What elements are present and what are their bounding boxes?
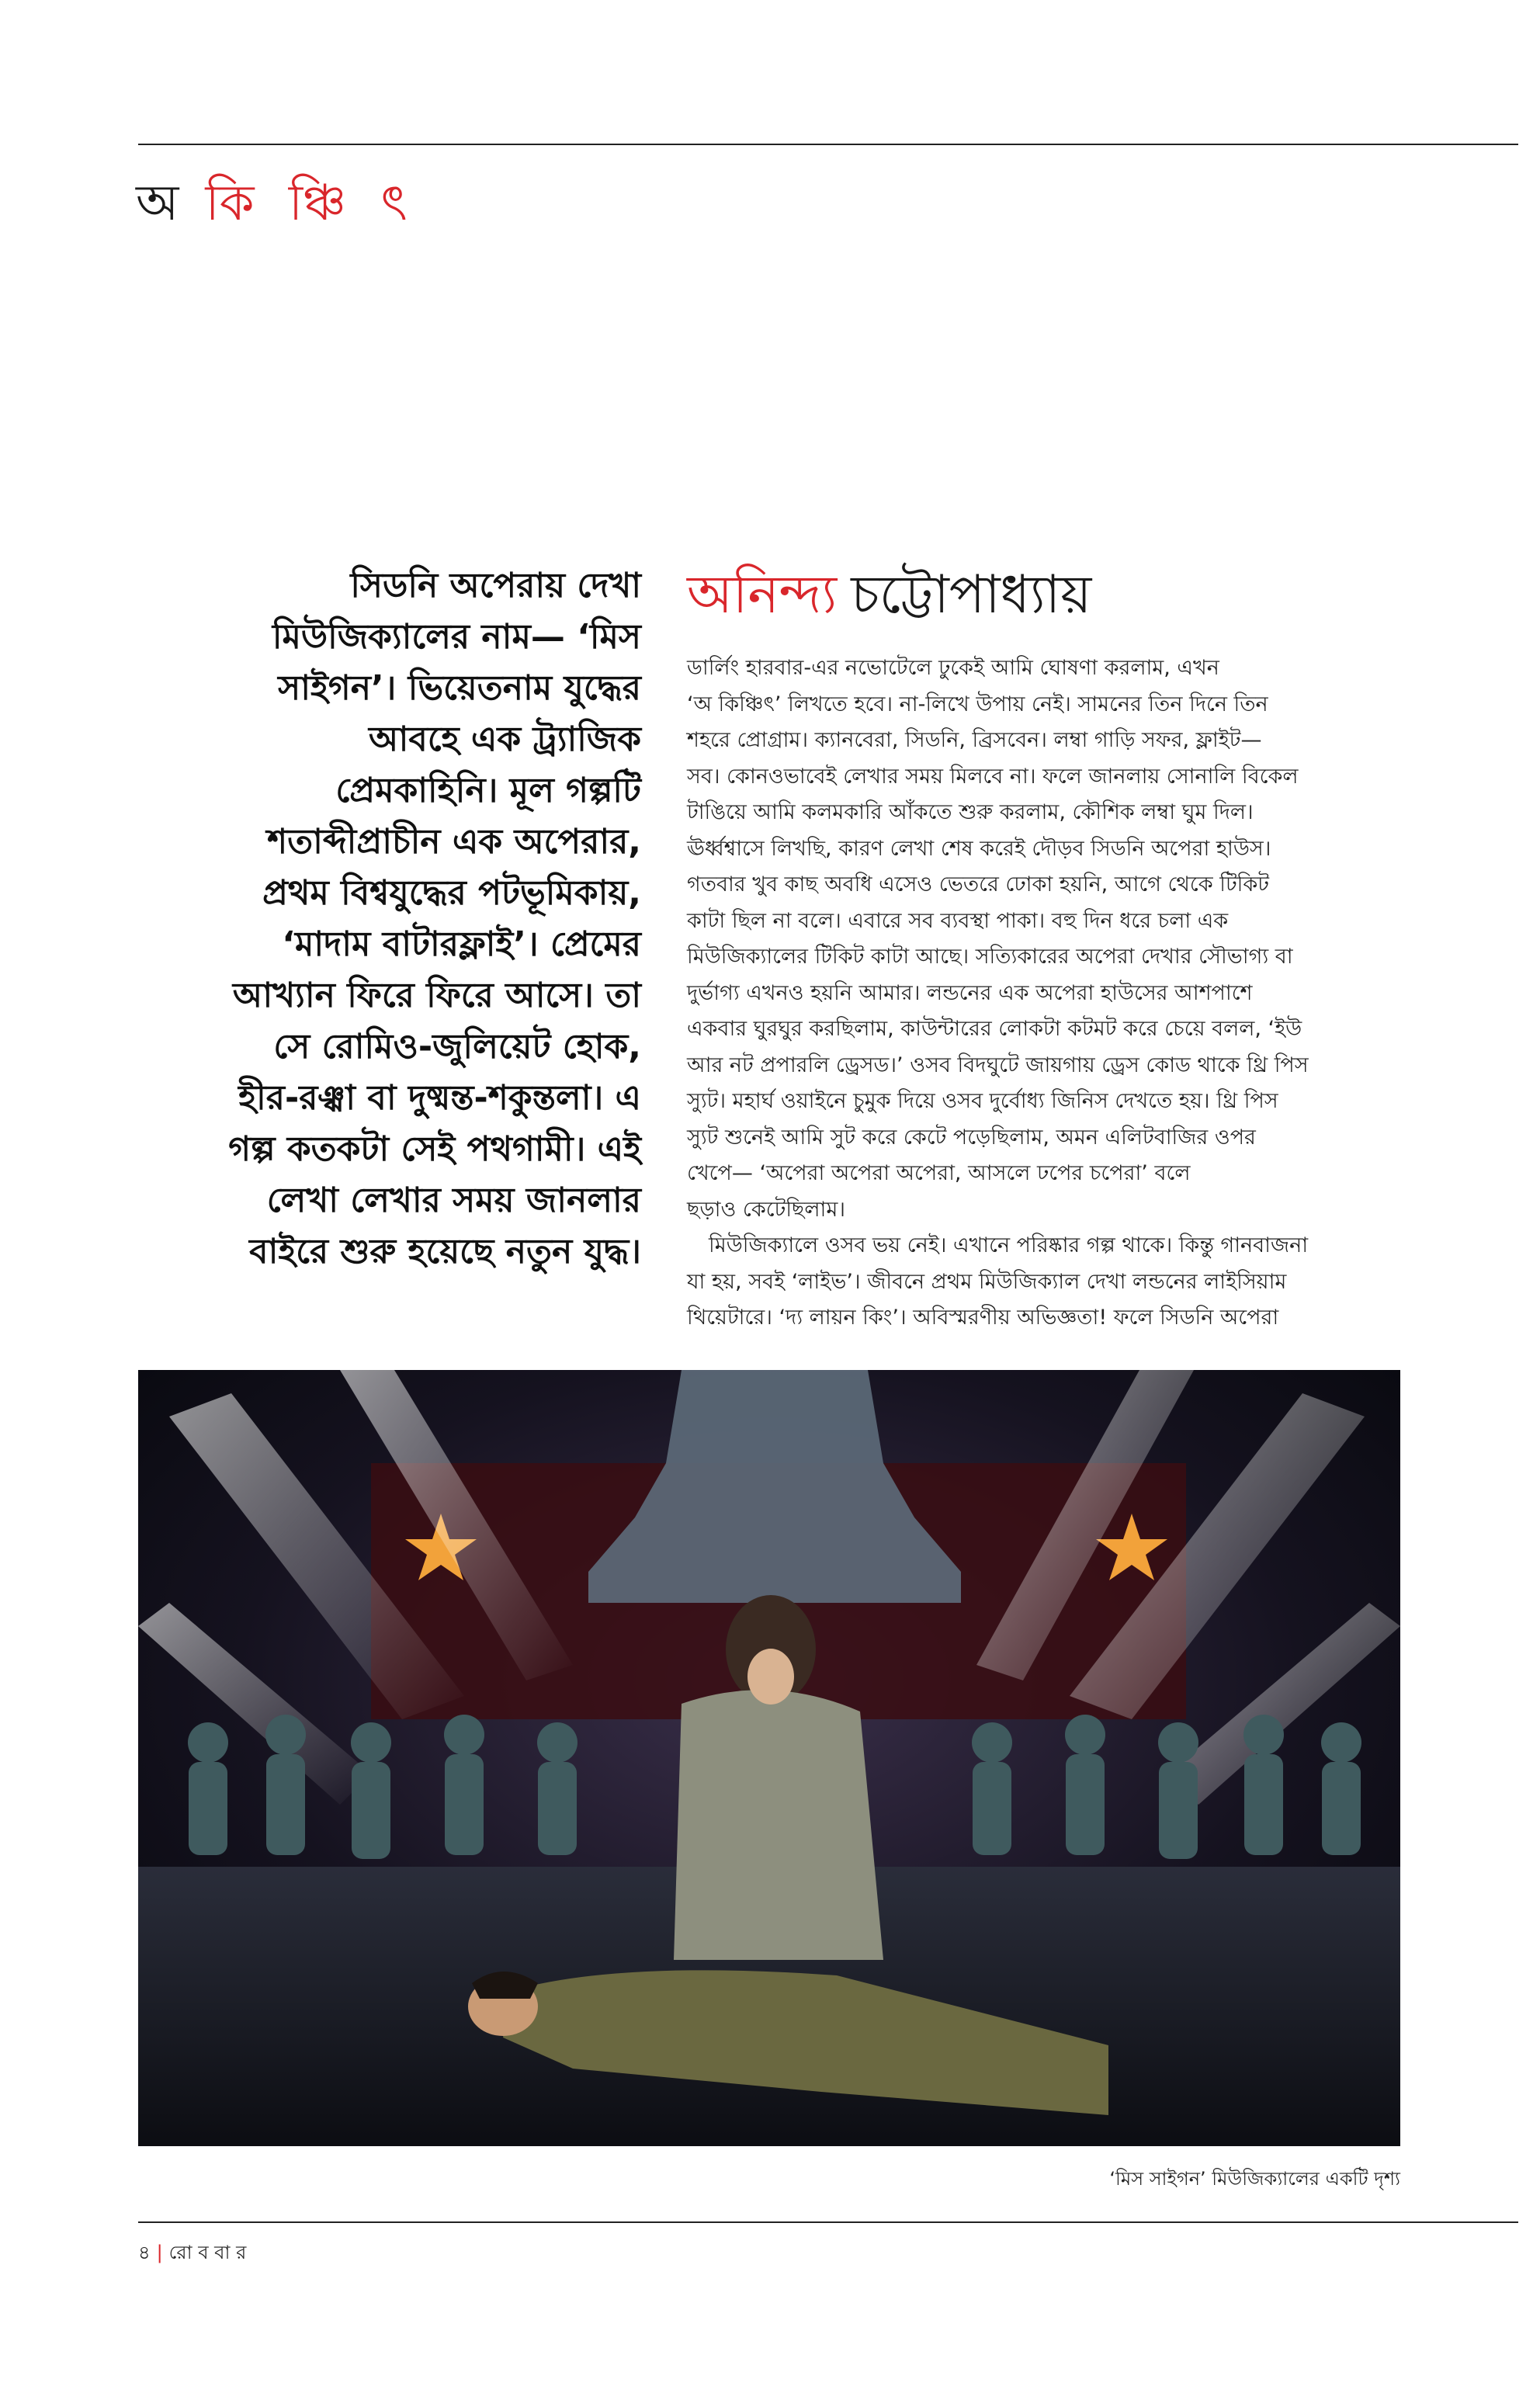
pull-quote-line: লেখা লেখার সময় জানলার bbox=[266, 1181, 641, 1220]
pull-quote-line: সিডনি অপেরায় দেখা bbox=[350, 566, 641, 605]
page-number: ৪ bbox=[138, 2242, 151, 2263]
author-first-name: অনিন্দ্য bbox=[687, 564, 838, 626]
body-line: ঊর্ধ্বশ্বাসে লিখছি, কারণ লেখা শেষ করেই দৌড়ব সিডনি অপেরা হাউস। bbox=[687, 836, 1271, 861]
column-title-first: অ bbox=[136, 175, 179, 232]
pull-quote-line: সে রোমিও-জুলিয়েট হোক, bbox=[273, 1027, 641, 1066]
pull-quote-line: ‘মাদাম বাটারফ্লাই’। প্রেমের bbox=[282, 924, 641, 964]
body-line: স্যুট শুনেই আমি সুট করে কেটে পড়েছিলাম, অমন এলিটবাজির ওপর bbox=[687, 1125, 1256, 1150]
body-line: সব। কোনওভাবেই লেখার সময় মিলবে না। ফলে জানলায় সোনালি বিকেল bbox=[687, 764, 1299, 789]
body-line: দুর্ভাগ্য এখনও হয়নি আমার। লন্ডনের এক অপেরা হাউসের আশপাশে bbox=[687, 980, 1253, 1005]
body-line: খেপে— ‘অপেরা অপেরা অপেরা, আসলে ঢপের চপেরা’ বলে bbox=[687, 1161, 1191, 1185]
body-line: ডার্লিং হারবার-এর নভোটেলে ঢুকেই আমি ঘোষণা করলাম, এখন bbox=[687, 656, 1219, 680]
body-line: স্যুট। মহার্ঘ ওয়াইনে চুমুক দিয়ে ওসব দুর্বোধ্য জিনিস দেখতে হয়। থ্রি পিস bbox=[687, 1089, 1278, 1113]
body-line: থিয়েটারে। ‘দ্য লায়ন কিং’। অবিস্মরণীয় অভিজ্ঞতা! ফলে সিডনি অপেরা bbox=[687, 1306, 1279, 1330]
pull-quote-line: শতাব্দীপ্রাচীন এক অপেরার, bbox=[267, 822, 641, 862]
body-line: আর নট প্রপারলি ড্রেসড।’ ওসব বিদঘুটে জায়গায় ড্রেস কোড থাকে থ্রি পিস bbox=[687, 1053, 1309, 1077]
stage-photo-illustration bbox=[138, 1370, 1400, 2146]
pull-quote-line: মিউজিক্যালের নাম— ‘মিস bbox=[272, 617, 641, 657]
stage-photo bbox=[138, 1370, 1400, 2146]
body-line: টাঙিয়ে আমি কলমকারি আঁকতে শুরু করলাম, কৌশিক লম্বা ঘুম দিল। bbox=[687, 800, 1254, 824]
pull-quote bbox=[155, 560, 641, 1278]
pull-quote-line: হীর-রঞ্ঝা বা দুষ্মন্ত-শকুন্তলা। এ bbox=[238, 1078, 641, 1118]
article-body bbox=[687, 650, 1463, 1337]
pull-quote-line: প্রেমকাহিনি। মূল গল্পটি bbox=[335, 771, 641, 810]
body-line: ছড়াও কেটেছিলাম। bbox=[687, 1197, 846, 1222]
body-line: কাটা ছিল না বলে। এবারে সব ব্যবস্থা পাকা। বহু দিন ধরে চলা এক bbox=[687, 908, 1229, 933]
column-title bbox=[136, 172, 417, 234]
pull-quote-line: বাইরে শুরু হয়েছে নতুন যুদ্ধ। bbox=[249, 1232, 641, 1271]
bottom-rule bbox=[138, 2221, 1518, 2223]
body-line: একবার ঘুরঘুর করছিলাম, কাউন্টারের লোকটা কটমট করে চেয়ে বলল, ‘ইউ bbox=[687, 1017, 1302, 1041]
body-line: মিউজিক্যালে ওসব ভয় নেই। এখানে পরিষ্কার গল্প থাকে। কিন্তু গানবাজনা bbox=[709, 1233, 1309, 1257]
photo-caption: ‘মিস সাইগন’ মিউজিক্যালের একটি দৃশ্য bbox=[1109, 2168, 1400, 2190]
pull-quote-line: সাইগন’। ভিয়েতনাম যুদ্ধের bbox=[278, 668, 641, 708]
body-line: ‘অ কিঞ্চিৎ’ লিখতে হবে। না-লিখে উপায় নেই। সামনের তিন দিনে তিন bbox=[687, 692, 1268, 716]
footer-section: রো ব বা র bbox=[168, 2242, 247, 2263]
author-last-name: চট্টোপাধ্যায় bbox=[851, 564, 1092, 626]
body-line: মিউজিক্যালের টিকিট কাটা আছে। সত্যিকারের অপেরা দেখার সৌভাগ্য বা bbox=[687, 945, 1293, 969]
footer-divider: | bbox=[156, 2242, 163, 2263]
pull-quote-line: আখ্যান ফিরে ফিরে আসে। তা bbox=[232, 976, 641, 1015]
top-rule bbox=[138, 144, 1518, 145]
pull-quote-line: আবহে এক ট্র্যাজিক bbox=[369, 720, 641, 759]
page-footer bbox=[138, 2239, 246, 2266]
pull-quote-line: প্রথম বিশ্বযুদ্ধের পটভূমিকায়, bbox=[262, 873, 641, 913]
author-byline bbox=[687, 560, 1091, 630]
body-line: গতবার খুব কাছ অবধি এসেও ভেতরে ঢোকা হয়নি, আগে থেকে টিকিট bbox=[687, 872, 1269, 897]
pull-quote-line: গল্প কতকটা সেই পথগামী। এই bbox=[228, 1129, 641, 1169]
column-title-rest: কি ঞ্চি ৎ bbox=[205, 175, 417, 232]
body-line: যা হয়, সবই ‘লাইভ’। জীবনে প্রথম মিউজিক্যাল দেখা লন্ডনের লাইসিয়াম bbox=[687, 1269, 1287, 1294]
body-line: শহরে প্রোগ্রাম। ক্যানবেরা, সিডনি, ব্রিসবেন। লম্বা গাড়ি সফর, ফ্লাইট— bbox=[687, 728, 1262, 752]
